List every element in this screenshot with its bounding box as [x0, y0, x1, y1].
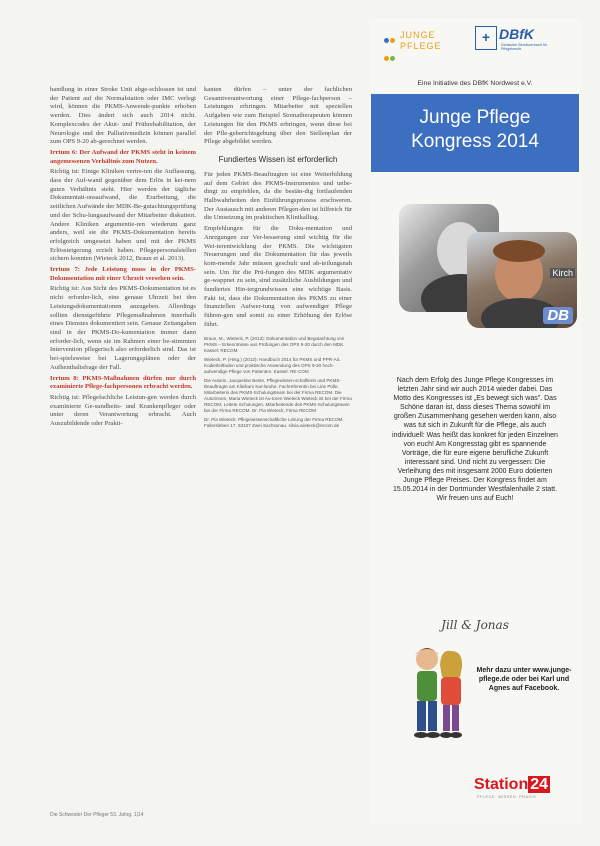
station-number: 24 — [530, 776, 549, 793]
station24-tagline: PFLEGE. WISSEN. PRAXIS. — [477, 795, 538, 799]
cartoon-characters-illustration — [405, 643, 471, 745]
author-note: Die Autorin, Jacqueline Beste, Pflegewissen-schaftlerin und PKMS-Beauftragte am Klinikum Kar-lsruhe. Fachreferentin bei Line Polle. Mitarbeiterin des PKMS-Schulungsteam bei der Firma RECOM. Die Autorinnen, Maria Wieteck ist Au-toren Wieteck Wieteck ist bei der Firma RECOM, Leitete Schulungen. Mitarbeitende des PKMS-Schulungsteam bei der Firma RECOM. Dr. Pia Wieteck, Firma RECOM — [204, 377, 352, 413]
initiative-line: Eine Initiative des DBfK Nordwest e.V. — [417, 80, 533, 87]
reference: Braun, M., Wieteck, P. (2013): Dokumentation und Begutachtung von PKMS – Erkenntnisse aus Prüfungen des OPS 9-20 durch den MDK. Kassel: RECOM — [204, 335, 345, 353]
paragraph: Richtig ist: Pflegefachliche Leistun-gen werden durch examinierte Ge-sundheits- und Krankenpfleger oder unter deren Verantwortung erbracht. Auch Auszubildende oder Prakti- — [50, 393, 196, 428]
dbfk-logo — [475, 26, 555, 58]
reference: Wieteck, P. (Hrsg.) (2013): Handbuch 2014 für PKMS und PPR-A4. Kodierleitfaden und praktische Anwendung des OPS 9-20 hoch-aufwendige Pflege von Patienten. Kassel: RE-COM — [204, 356, 341, 374]
paragraph: Richtig ist: Aus Sicht des PKMS-Dokumentation ist es nicht erforder-lich, eine genaue Uhrzeit bei den Leistungsdokumentationen anzugeben. Allerdings sollten dienstgeführte Pflegemaßnahmen innerhalb eines Dienstes dokumentiert sein. Genaue Zeitangaben sind in der PKMS-Do-kumentation immer dann erforder-lich, wenn sie im Rahmen einer be-stimmten Intervention pflegerisch also erforderlich sind. Das ist bei-spielsweise bei Lagerungsplänen oder der Aufhenthaltsfrage der Fall. — [50, 285, 196, 371]
station-text: Station — [474, 776, 529, 793]
dbfk-name: DBfK — [499, 26, 534, 42]
paragraph: kanten dürfen – unter der fachlichen Gesamtverantwortung einer Pflege-fachperson – Leistungen erbringen. Mitarbeiter mit speziellen Aufgaben wie zum Beispiel Stomatherapeuten können Leistungen für den PKMS erbringen, wenn diese bei der Pfle-geberichtsgebung über den Stellenplan der Pflege abgebildet werden. — [204, 86, 352, 146]
paragraph: handlung in einer Stroke Unit abge-schlossen ist und der Patient auf die Normalstation oder IMC verlegt wird, können die PKMS-Anwende-punkte erhoben werden. Dies ändert sich auch 2014 nicht. Komplexcodes der Akut- und Frührehabilitation, der Neurologie und der Palliativmedizin können parallel zum OPS 9-20 ab-gerechnet werden. — [50, 86, 196, 146]
page-footer: Die Schwester Der Pfleger 53. Jahrg. 1|14 — [50, 812, 144, 818]
paragraph: Für jeden PKMS-Beauftragten ist eine Weiterbildung auf dem Gebiet des PKMS-Instrumentes und unbe-dingt zu empfehlen, da die bestän-dig fortlaufenden Halbwahrheiten den Einführungsprozess erschweren. Der Austausch mit anderen Pflegen-den ist hilfreich für die Umsetzung im praktischen Klinikalltag. — [204, 170, 352, 222]
irrtum-6-heading: Irrtum 6: Der Aufwand der PKMS steht in keinem angemessenen Verhältnis zum Nutzen. — [50, 148, 196, 165]
irrtum-7-heading: Irrtum 7: Jede Leistung muss in der PKMS-Dokumentation mit einer Uhrzeit versehen sein. — [50, 266, 196, 282]
signature: Jill & Jonas — [441, 618, 509, 632]
portrait-photo-2 — [467, 232, 577, 328]
logo-text: PFLEGE — [400, 41, 442, 51]
author-note: Dr. Pia Wieteck: Pflegewissenschaftliche Leitung der Firma RECOM. Fallersleben 17, 63107 Zwei Sachsonau. silvia.wieteck@recom.de — [204, 416, 344, 428]
junge-pflege-logo — [384, 28, 464, 58]
banner-title: Junge Pflege — [419, 107, 531, 128]
logo-text: JUNGE — [400, 30, 436, 40]
article-column-1 — [50, 86, 196, 431]
paragraph: Empfehlungen für die Doku-mentation und Anregungen zur Ver-besserung sind wichtig für die Wei-terentwicklung der PKMS. Die wichtigsten Neuerungen und die Dokumentation für das jeweils kom-mende Jahr müssen geschult und ab-teilungsnah sein. Um für die Prü-fungen des MDK argumentativ ge-wappnet zu sein, sind zusätzliche Ausbildungen und fundiertes Hin-tergrundwissen eine wichtige Basis. Fakt ist, dass die Dokumentation des PKMS zu einer finanziellen Aufwer-tung von aufwendiger Pflege führen-gen und somit zu einer Erhöhung der Erlöse führt. — [204, 225, 352, 328]
paragraph: Richtig ist: Einige Kliniken vertre-ten die Auffassung, dass der Auf-wand gegenüber dem Erlös in kei-nem guten Verhältnis steht. Hier werden der tägliche Dokumentati-onsaufwand, die Erarbeitung, die zeitlichen Aufwände der MDK-Be-gutachtungsprüfung und der Schu-lungsaufwand der Mitarbeiter diskutiert. Andere Kliniken argumentie-ren wiederum ganz anders, weil sie die PKMS-Dokumentation bereits erfolgreich umgesetzt haben und mit der PKMS Erlössteigerung erzielt haben. Pflegepersonalstellen sichern konnten (Wieteck 2012, Braun et al. 2013). — [50, 168, 196, 263]
advertisement — [369, 18, 581, 824]
congress-banner — [371, 94, 579, 172]
banner-subtitle: Kongress 2014 — [411, 131, 539, 152]
dots-icon — [384, 32, 398, 68]
irrtum-8-heading: Irrtum 8: PKMS-Maßnahmen dürfen nur durch examinierte Pflege-fachpersonen erbracht werden. — [50, 374, 196, 391]
more-info-text: Mehr dazu unter www.junge-pflege.de oder bei Karl und Agnes auf Facebook. — [476, 667, 572, 692]
references — [204, 336, 352, 429]
article-column-2 — [204, 86, 352, 432]
photo-sign: Kirch — [552, 268, 573, 278]
plus-icon: + — [475, 26, 497, 50]
photo-logo: DB — [543, 307, 573, 324]
dbfk-tagline: Deutscher Berufsverband für Pflegeberufe — [501, 43, 547, 52]
ad-body-text: Nach dem Erfolg des Junge Pflege Kongresses im letzten Jahr sind wir auch 2014 wieder dabei. Das Motto des Kongresses ist „Es bewegt sich was". Das Schöne daran ist, dass dieses Thema sowohl im großen Zusammenhang gesehen werden kann, also was tut sich in Zukunft für die Pflege, als auch individuell: Was heißt das konkret für jeden Einzelnen von euch! Am Kongresstag gibt es spannende Vorträge, die für eure eigene berufliche Zukunft interessant sind. Und nicht zu vergessen: Die Verleihung des mit insgesamt 2000 Euro dotierten Junge Pflege Preises. Der Kongress findet am 15.05.2014 in der Dortmunder Westfalenhalle 2 statt. Wir freuen uns auf Euch! — [392, 377, 558, 503]
station24-logo — [474, 776, 550, 794]
section-heading: Fundiertes Wissen ist erforderlich — [218, 154, 338, 164]
